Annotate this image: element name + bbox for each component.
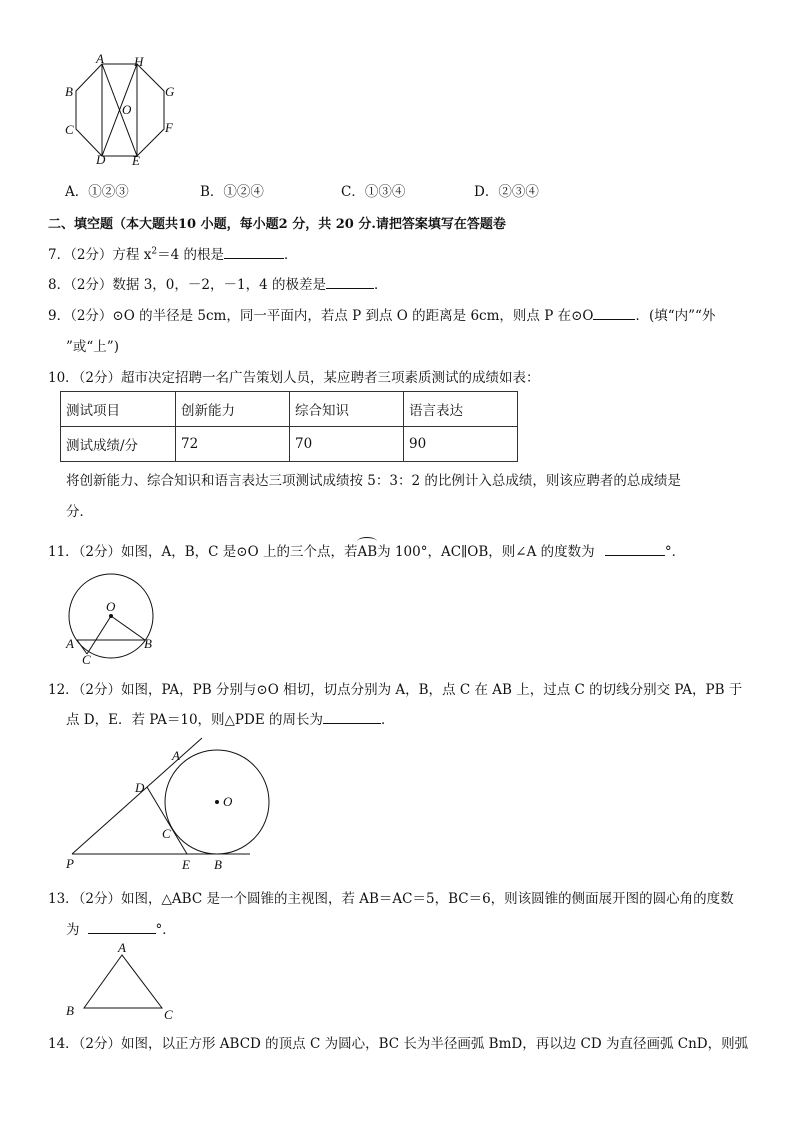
question-9: 9．（2分）⊙O 的半径是 5cm，同一平面内，若点 P 到点 O 的距离是 6cm，则点 P 在⊙O ．(填“内”“外 — [48, 304, 715, 324]
q12-label-b: B — [214, 857, 222, 872]
q13-label-c: C — [164, 1007, 173, 1022]
section-heading: 二、填空题（本大题共10 小题，每小题2 分，共 20 分.请把答案填写在答题卷 — [48, 217, 506, 232]
option-b: B．①②④ — [200, 184, 264, 200]
answer-blank — [605, 541, 665, 556]
question-7: 7．（2分）方程 $x^2=4$ 的根是 ． — [48, 243, 297, 263]
arc-symbol: AB — [357, 544, 377, 560]
q12-label-d: D — [135, 780, 145, 795]
q12-label-o: O — [223, 794, 233, 809]
question-10: 10．（2分）超市决定招聘一名广告策划人员，某应聘者三项素质测试的成绩如表： — [48, 370, 540, 386]
octagon-label-f: F — [165, 120, 173, 135]
option-a: A．①②③ — [65, 184, 129, 200]
table-row — [61, 427, 518, 462]
octagon-label-e: E — [132, 153, 140, 168]
table-cell: 综合知识 — [290, 392, 404, 427]
question-8: 8．（2分）数据 3，0，－2，－1，4 的极差是 ． — [48, 273, 387, 293]
answer-blank — [323, 709, 381, 724]
score-table — [60, 391, 518, 462]
question-12-line2: 点 D，E．若 PA＝10，则△PDE 的周长为 ． — [66, 708, 394, 728]
option-c: C．①③④ — [341, 184, 406, 200]
octagon-label-b: B — [65, 84, 73, 99]
table-cell: 90 — [404, 427, 518, 462]
question-14: 14．（2分）如图，以正方形 ABCD 的顶点 C 为圆心，BC 长为半径画弧 BmD，再以边 CD 为直径画弧 CnD，则弧 — [48, 1036, 749, 1052]
table-cell: 创新能力 — [176, 392, 290, 427]
q11-label-o: O — [106, 599, 116, 614]
question-13-line2: 为 °． — [66, 918, 176, 938]
circle-figure-q11 — [62, 574, 162, 666]
answer-blank — [593, 305, 635, 320]
table-cell: 测试项目 — [61, 392, 176, 427]
q12-label-a: A — [172, 748, 180, 763]
q11-label-c: C — [82, 652, 91, 667]
octagon-label-g: G — [165, 84, 175, 99]
question-10-line2: 将创新能力、综合知识和语言表达三项测试成绩按 5：3：2 的比例计入总成绩，则该应聘者的总成绩是 — [66, 473, 681, 489]
q13-label-b: B — [66, 1003, 74, 1018]
table-cell: 72 — [176, 427, 290, 462]
table-cell: 语言表达 — [404, 392, 518, 427]
q12-label-p: P — [66, 856, 74, 871]
table-cell: 70 — [290, 427, 404, 462]
octagon-label-d: D — [96, 152, 106, 167]
question-12: 12．（2分）如图，PA，PB 分别与⊙O 相切，切点分别为 A，B，点 C 在 AB 上，过点 C 的切线分别交 PA，PB 于 — [48, 682, 743, 698]
triangle-figure-q13 — [62, 940, 182, 1020]
octagon-label-o: O — [122, 102, 132, 117]
question-10-line3: 分． — [66, 504, 93, 520]
table-cell: 测试成绩/分 — [61, 427, 176, 462]
question-13: 13．（2分）如图，△ABC 是一个圆锥的主视图，若 AB＝AC＝5，BC＝6，则该圆锥的侧面展开图的圆心角的度数 — [48, 891, 734, 907]
tangent-figure-q12 — [62, 732, 282, 872]
q12-label-e: E — [182, 857, 190, 872]
answer-blank — [326, 274, 374, 289]
answer-blank — [88, 919, 156, 934]
octagon-label-a: A — [96, 51, 104, 66]
answer-blank — [224, 244, 284, 259]
octagon-label-c: C — [65, 122, 74, 137]
option-d: D．②③④ — [474, 184, 539, 200]
q11-label-b: B — [144, 636, 152, 651]
octagon-figure — [60, 52, 190, 170]
q12-label-c: C — [162, 826, 171, 841]
question-9-cont: ”或“上”) — [66, 339, 119, 355]
question-11: 11．（2分）如图，A，B，C 是⊙O 上的三个点，若 AB为 100°，AC∥OB，则∠A 的度数为 °． — [48, 540, 685, 560]
octagon-label-h: H — [134, 54, 144, 69]
table-row — [61, 392, 518, 427]
q13-label-a: A — [118, 940, 126, 955]
q11-label-a: A — [66, 636, 74, 651]
